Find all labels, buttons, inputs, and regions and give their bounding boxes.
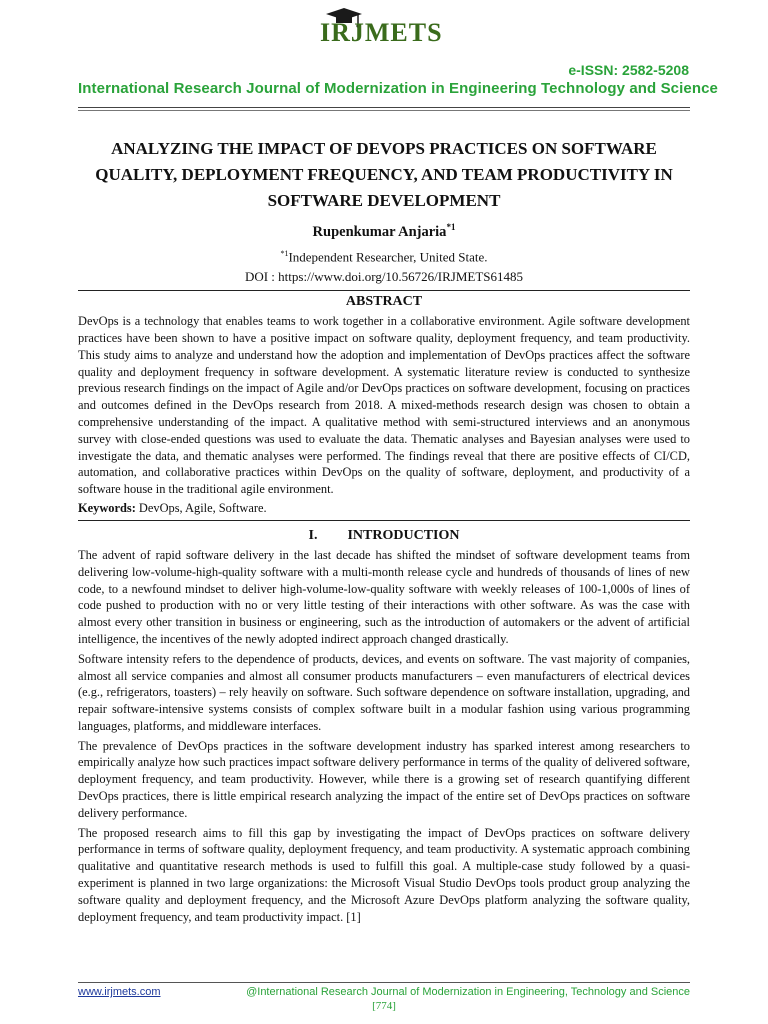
affiliation bbox=[78, 244, 690, 267]
author bbox=[78, 217, 690, 242]
paper-body bbox=[78, 136, 690, 925]
author-name: Rupenkumar Anjaria bbox=[312, 223, 447, 240]
footer-divider bbox=[78, 982, 690, 983]
header-divider-secondary bbox=[78, 110, 690, 111]
intro-paragraph: The prevalence of DevOps practices in the software development industry has sparked interest among researchers to empirically analyze how such practices impact software delivery performance in terms of the quality of delivered software, deployment frequency, and team productivity. However, while there is a growing set of research quantifying different DevOps practices, there is little empirical research analyzing the impact of the entire set of DevOps practices on software delivery performance. bbox=[78, 738, 690, 820]
keywords bbox=[78, 500, 690, 517]
issn: e-ISSN: 2582-5208 bbox=[568, 62, 689, 78]
intro-paragraph: The proposed research aims to fill this gap by investigating the impact of DevOps practices on software delivery performance in terms of software quality, deployment frequency, and team productivity. A systematic approach combining qualitative and quantitative research methods is used to fulfill this goal. A multiple-case study followed by a quasi-experiment is planned in two large organizations: the Microsoft Visual Studio DevOps tools product group analyzing the software quality and deployment frequency, and the Microsoft Azure DevOps platform analyzing the software quality, deployment frequency, and team productivity impact. [1] bbox=[78, 825, 690, 924]
page-number: [774] bbox=[372, 1000, 396, 1012]
footer-journal: @International Research Journal of Modernization in Engineering, Technology and Science bbox=[246, 986, 690, 998]
section-title: INTRODUCTION bbox=[347, 527, 460, 543]
abstract-text: DevOps is a technology that enables teams to work together in a collaborative environment. Agile software development practices have been shown to have a positive impact on software quality, deployment frequency, and team productivity. This study aims to analyze and understand how the adoption and implementation of DevOps practices affect the software quality and deployment frequency in software development. A systematic literature review is conducted to synthesize previous research findings on the impact of Agile and/or DevOps practices on software development, focusing on practices and outcomes defined in the DevOps research from 2018. A mixed-methods research design was chosen to obtain a comprehensive understanding of the impact. A qualitative method with semi-structured interviews and an anonymous survey with close-ended questions was used to evaluate the data. Thematic analyses and Bayesian analyses were used to investigate the data, and thematic analyses were performed. The findings reveal that there are positive effects of CI/CD, automation, and collaborative practices within DevOps on the quality of software, deployment, and productivity of a software house in the traditional agile environment. bbox=[78, 314, 690, 497]
abstract-heading: ABSTRACT bbox=[345, 294, 423, 310]
intro-paragraph: The advent of rapid software delivery in the last decade has shifted the mindset of software development teams from delivering low-volume-high-quality software with a multi-month release cycle and hundreds of thousands of lines of new code, to a newfound mindset to deliver high-volume-low-quality software with weekly releases of 100-1,000s of lines of code pushed to production with no or very little testing of their interactions with other software. As was the case with almost every other transition in business or engineering, such as the introduction of automakers or the advent of artificial intelligence, the incentives of the newly adopted indirect approach changed drastically. bbox=[78, 547, 690, 646]
journal-logo bbox=[320, 6, 455, 50]
journal-header bbox=[0, 0, 768, 110]
paper-title: ANALYZING THE IMPACT OF DEVOPS PRACTICES ON SOFTWARE QUALITY, DEPLOYMENT FREQUENCY, AND TEAM PRODUCTIVITY IN SOFTWARE DEVELOPMENT bbox=[95, 139, 673, 210]
intro-paragraph: Software intensity refers to the dependence of products, devices, and events on software. The vast majority of companies, almost all service companies and almost all consumer products manufacturers – even manufacturers of electrical devices (e.g., refrigerators, toasters) – rely heavily on software. Such software dependence on software installation, upgrading, and repair software-intensive systems consists of complex software built in a modular fashion using various programming languages, platforms, and middleware interfaces. bbox=[78, 651, 690, 733]
introduction-divider bbox=[78, 520, 690, 521]
affiliation-superscript: *1 bbox=[280, 248, 289, 258]
affiliation-text: Independent Researcher, United State. bbox=[288, 249, 488, 265]
section-number: I. bbox=[308, 527, 318, 543]
logo-wordmark: IRJMETS bbox=[320, 18, 443, 47]
keywords-list: DevOps, Agile, Software. bbox=[135, 500, 267, 515]
journal-website-link[interactable]: www.irjmets.com bbox=[78, 986, 161, 998]
doi: DOI : https://www.doi.org/10.56726/IRJMETS61485 bbox=[244, 269, 524, 285]
header-divider bbox=[78, 107, 690, 108]
introduction-heading bbox=[78, 525, 690, 547]
keywords-label: Keywords: bbox=[78, 500, 136, 515]
author-superscript: *1 bbox=[446, 222, 456, 232]
journal-title: International Research Journal of Modernization in Engineering Technology and Science bbox=[78, 80, 718, 97]
